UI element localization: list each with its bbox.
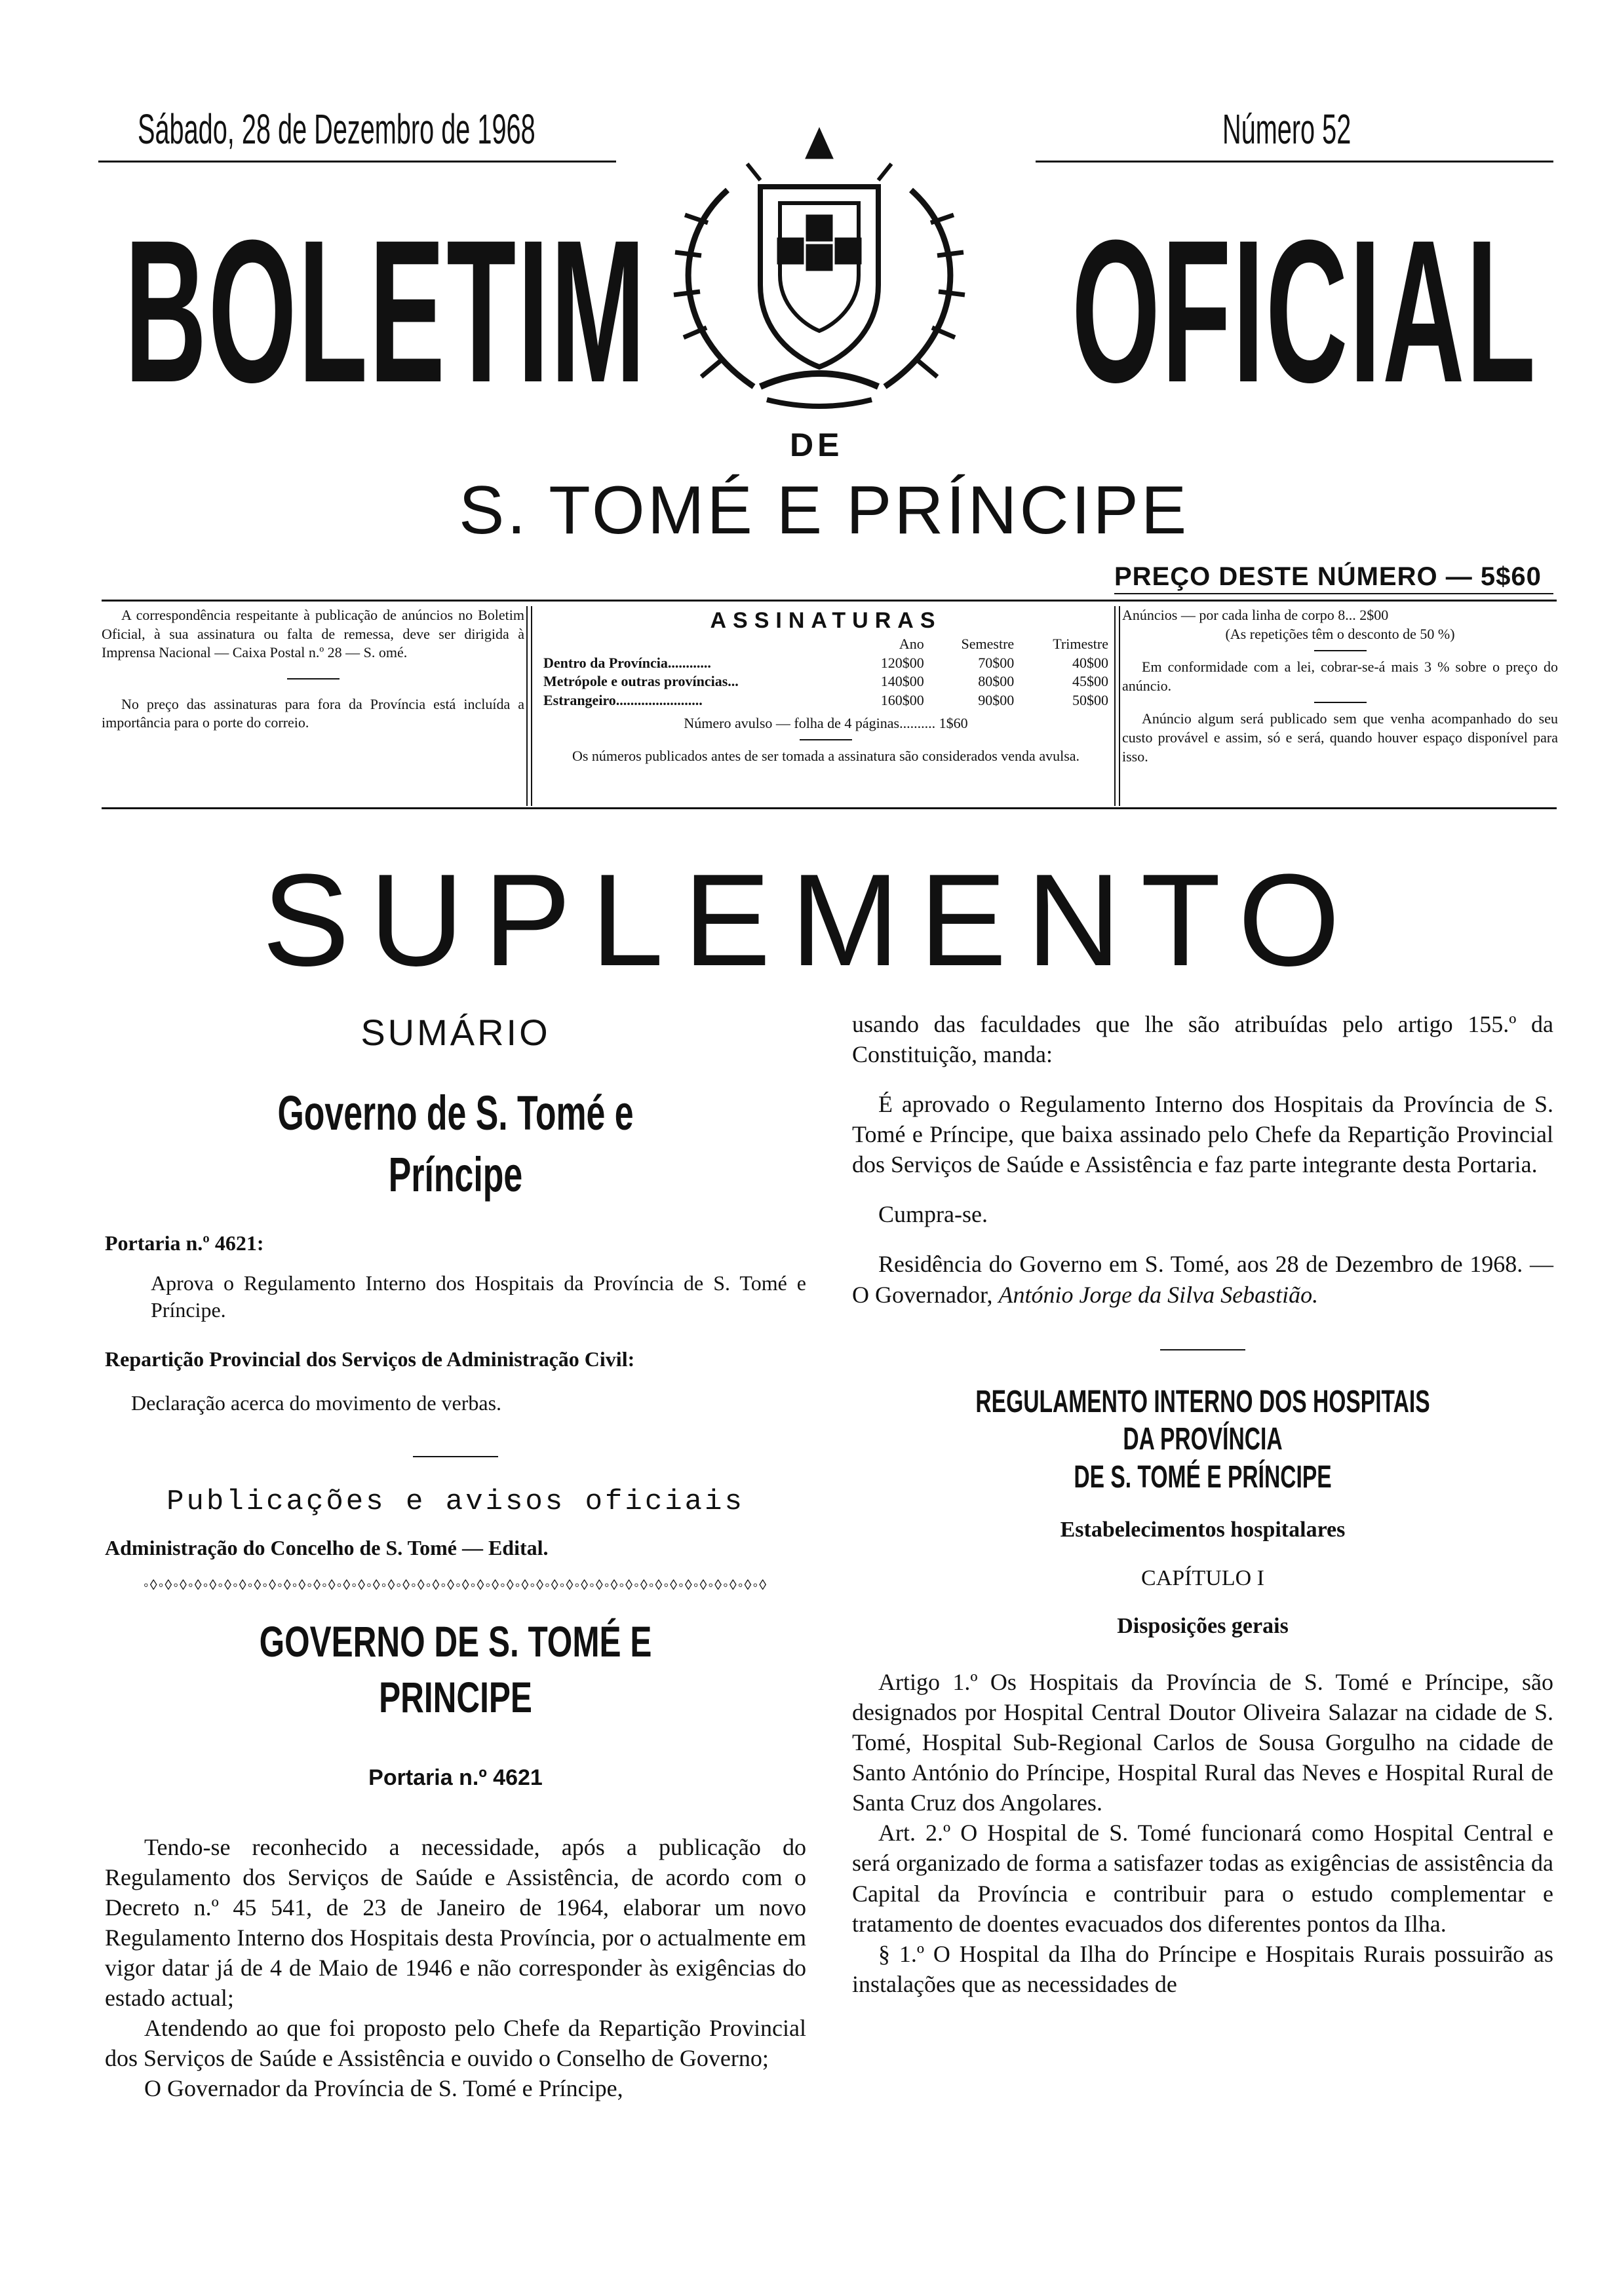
- price-cell: 45$00: [1072, 673, 1108, 690]
- portaria-paragraph-2: Atendendo ao que foi proposto pelo Chefe da Repartição Provincial dos Serviços de Saúde e Assistência e ouvido o Conselho de Governo;: [105, 2015, 806, 2072]
- row-label: Dentro da Província............: [543, 654, 711, 671]
- price-cell: 50$00: [1072, 691, 1108, 708]
- row-label: Metrópole e outras províncias...: [543, 673, 739, 690]
- price-cell: 140$00: [880, 673, 924, 690]
- issue-number: Número 52: [1222, 105, 1352, 153]
- ad-surcharge: Em conformidade com a lei, cobrar-se-á mais 3 % sobre o preço do anúncio.: [1122, 659, 1558, 694]
- province-name: S. TOMÉ E PRÍNCIPE: [459, 472, 1190, 548]
- section-divider: [413, 1456, 498, 1457]
- box-separator: [526, 606, 532, 806]
- ad-discount: (As repetições têm o desconto de 50 %): [1225, 625, 1455, 642]
- info-top-rule: [102, 600, 1557, 602]
- box-divider: [800, 739, 852, 740]
- residence-text: Residência do Governo em S. Tomé, aos 28 de Dezembro de 1968. — O Governador,: [852, 1251, 1553, 1308]
- article-1: Artigo 1.º Os Hospitais da Província de S. Tomé e Príncipe, são designados por Hospital Central Doutor Oliveira Salazar na cidade de S. Tomé, Hospital Sub-Regional Carlos de Sousa Gorgulho na cidade de Santo António do Príncipe, Hospital Rural das Neves e Hospital Rural de Santa Cruz dos Angolares.: [852, 1668, 1553, 1816]
- portaria-paragraph-1: Tendo-se reconhecido a necessidade, após a publicação do Regulamento dos Serviços de Saúde e Assistência, de acordo com o Decreto n.º 45 541, de 23 de Janeiro de 1964, elaborar um novo Regulamento Interno dos Hospitais desta Província, por o actualmente em vigor datar já de 4 de Maio de 1946 e não corresponder às exigências do estado actual;: [105, 1833, 806, 2012]
- price-cell: 40$00: [1072, 654, 1108, 671]
- summary-heading: SUMÁRIO: [360, 1012, 551, 1053]
- portaria-paragraph-3: O Governador da Província de S. Tomé e Príncipe,: [144, 2075, 623, 2102]
- chapter-title: Disposições gerais: [1117, 1614, 1289, 1639]
- title-de: DE: [790, 427, 844, 463]
- box-divider: [1314, 702, 1367, 703]
- price-cell: 80$00: [978, 673, 1015, 690]
- summary-division: Repartição Provincial dos Serviços de Administração Civil:: [105, 1347, 635, 1371]
- table-row: [541, 654, 1111, 673]
- title-oficial: OFICIAL: [1072, 197, 1538, 425]
- mandate-intro: usando das faculdades que lhe são atribuídas pelo artigo 155.º da Constituição, manda:: [852, 1011, 1553, 1068]
- issue-price: PREÇO DESTE NÚMERO — 5$60: [1114, 562, 1542, 591]
- left-article-heading: GOVERNO DE S. TOMÉ E PRINCIPE: [259, 1617, 652, 1721]
- masthead-rule-left: [98, 161, 616, 163]
- article-2: Art. 2.º O Hospital de S. Tomé funcionará como Hospital Central e será organizado de forma a satisfazer todas as exigências de assistência da Capital da Província e contribuir para o estudo complementar e tratamento de doentes evacuados dos diferentes pontos da Ilha.: [852, 1820, 1553, 1937]
- advertising-box: [1122, 606, 1558, 803]
- table-row: [541, 691, 1111, 710]
- price-cell: 70$00: [978, 654, 1015, 671]
- coat-of-arms-emblem: [629, 111, 1009, 426]
- subscription-note: Os números publicados antes de ser tomada a assinatura são considerados venda avulsa.: [572, 748, 1080, 765]
- row-label: Estrangeiro........................: [543, 691, 703, 708]
- price-cell: 90$00: [978, 691, 1015, 708]
- masthead-rule-right: [1036, 161, 1553, 163]
- ornamental-rule: ◦◊◦◊◦◊◦◊◦◊◦◊◦◊◦◊◦◊◦◊◦◊◦◊◦◊◦◊◦◊◦◊◦◊◦◊◦◊◦◊◦◊◦◊◦◊◦◊◦◊◦◊◦◊◦◊◦◊◦◊◦◊◦◊◦◊◦◊◦◊◦◊◦◊◦◊◦◊◦◊◦◊◦◊: [143, 1577, 768, 1594]
- issue-date: Sábado, 28 de Dezembro de 1968: [138, 105, 535, 153]
- subscriptions-box: [541, 606, 1111, 803]
- single-issue-price: Número avulso — folha de 4 páginas.......... 1$60: [684, 714, 968, 731]
- correspondence-text: A correspondência respeitante à publicação de anúncios no Boletim Oficial, à sua assinatura ou falta de remessa, deve ser dirigida à Imprensa Nacional — Caixa Postal n.º 28 — S. omé.: [102, 607, 524, 661]
- approval-text: É aprovado o Regulamento Interno dos Hospitais da Província de S. Tomé e Príncipe, que baixa assinado pelo Chefe da Repartição Provincial dos Serviços de Saúde e Assistência e faz parte integrante desta Portaria.: [852, 1091, 1553, 1178]
- price-cell: 160$00: [880, 691, 924, 708]
- postage-text: No preço das assinaturas para fora da Província está incluída a importância para o porte do correio.: [102, 695, 524, 731]
- info-bottom-rule: [102, 807, 1557, 809]
- ad-policy: Anúncio algum será publicado sem que venha acompanhado do seu custo provável e assim, só e será, quando houver espaço disponível para isso.: [1122, 710, 1558, 765]
- section-divider: [1160, 1349, 1245, 1350]
- header-cell: [541, 635, 851, 654]
- header-cell: Trimestre: [1053, 636, 1108, 653]
- header-cell: Ano: [899, 636, 924, 653]
- subscriptions-table: [541, 635, 1111, 710]
- regulation-title-line-1: REGULAMENTO INTERNO DOS HOSPITAIS DA PROVÍNCIA: [975, 1384, 1430, 1457]
- title-boletim: BOLETIM: [125, 197, 647, 425]
- portaria-heading: Portaria n.º 4621: [368, 1765, 543, 1791]
- summary-portaria-text: Aprova o Regulamento Interno dos Hospitais da Província de S. Tomé e Príncipe.: [151, 1271, 806, 1322]
- summary-declaration: Declaração acerca do movimento de verbas.: [131, 1390, 502, 1415]
- box-separator: [1114, 606, 1120, 806]
- box-divider: [1314, 650, 1367, 651]
- chapter-heading: CAPÍTULO I: [1141, 1565, 1264, 1590]
- price-cell: 120$00: [880, 654, 924, 671]
- subscriptions-header-row: [541, 635, 1111, 654]
- regulation-title-line-2: DE S. TOMÉ E PRÍNCIPE: [1074, 1459, 1332, 1495]
- summary-portaria-label: Portaria n.º 4621:: [105, 1231, 264, 1255]
- governor-name: António Jorge da Silva Sebastião.: [998, 1281, 1319, 1308]
- box-divider: [287, 678, 340, 679]
- right-column: [852, 1009, 1553, 1999]
- admin-text: Administração do Concelho de S. Tomé — Edital.: [105, 1536, 549, 1560]
- residence-signature: [852, 1249, 1553, 1309]
- summary-admin: [105, 1535, 806, 1561]
- cumpra-se: Cumpra-se.: [878, 1201, 988, 1228]
- header-cell: Semestre: [961, 636, 1015, 653]
- section-heading: Estabelecimentos hospitalares: [1060, 1518, 1346, 1542]
- ad-rate: Anúncios — por cada linha de corpo 8... 2$00: [1122, 607, 1389, 623]
- article-2-paragraph-1: § 1.º O Hospital da Ilha do Príncipe e Hospitais Rurais possuirão as instalações que as necessidades de: [852, 1940, 1553, 1997]
- publications-heading: Publicações e avisos oficiais: [166, 1485, 745, 1518]
- price-rule: [1114, 593, 1553, 594]
- summary-government: Governo de S. Tomé e Príncipe: [277, 1085, 634, 1202]
- table-row: [541, 672, 1111, 691]
- correspondence-notice: [102, 606, 524, 803]
- left-column: [105, 1009, 806, 2103]
- subscriptions-title: ASSINATURAS: [710, 608, 942, 633]
- supplement-banner: SUPLEMENTO: [262, 847, 1360, 993]
